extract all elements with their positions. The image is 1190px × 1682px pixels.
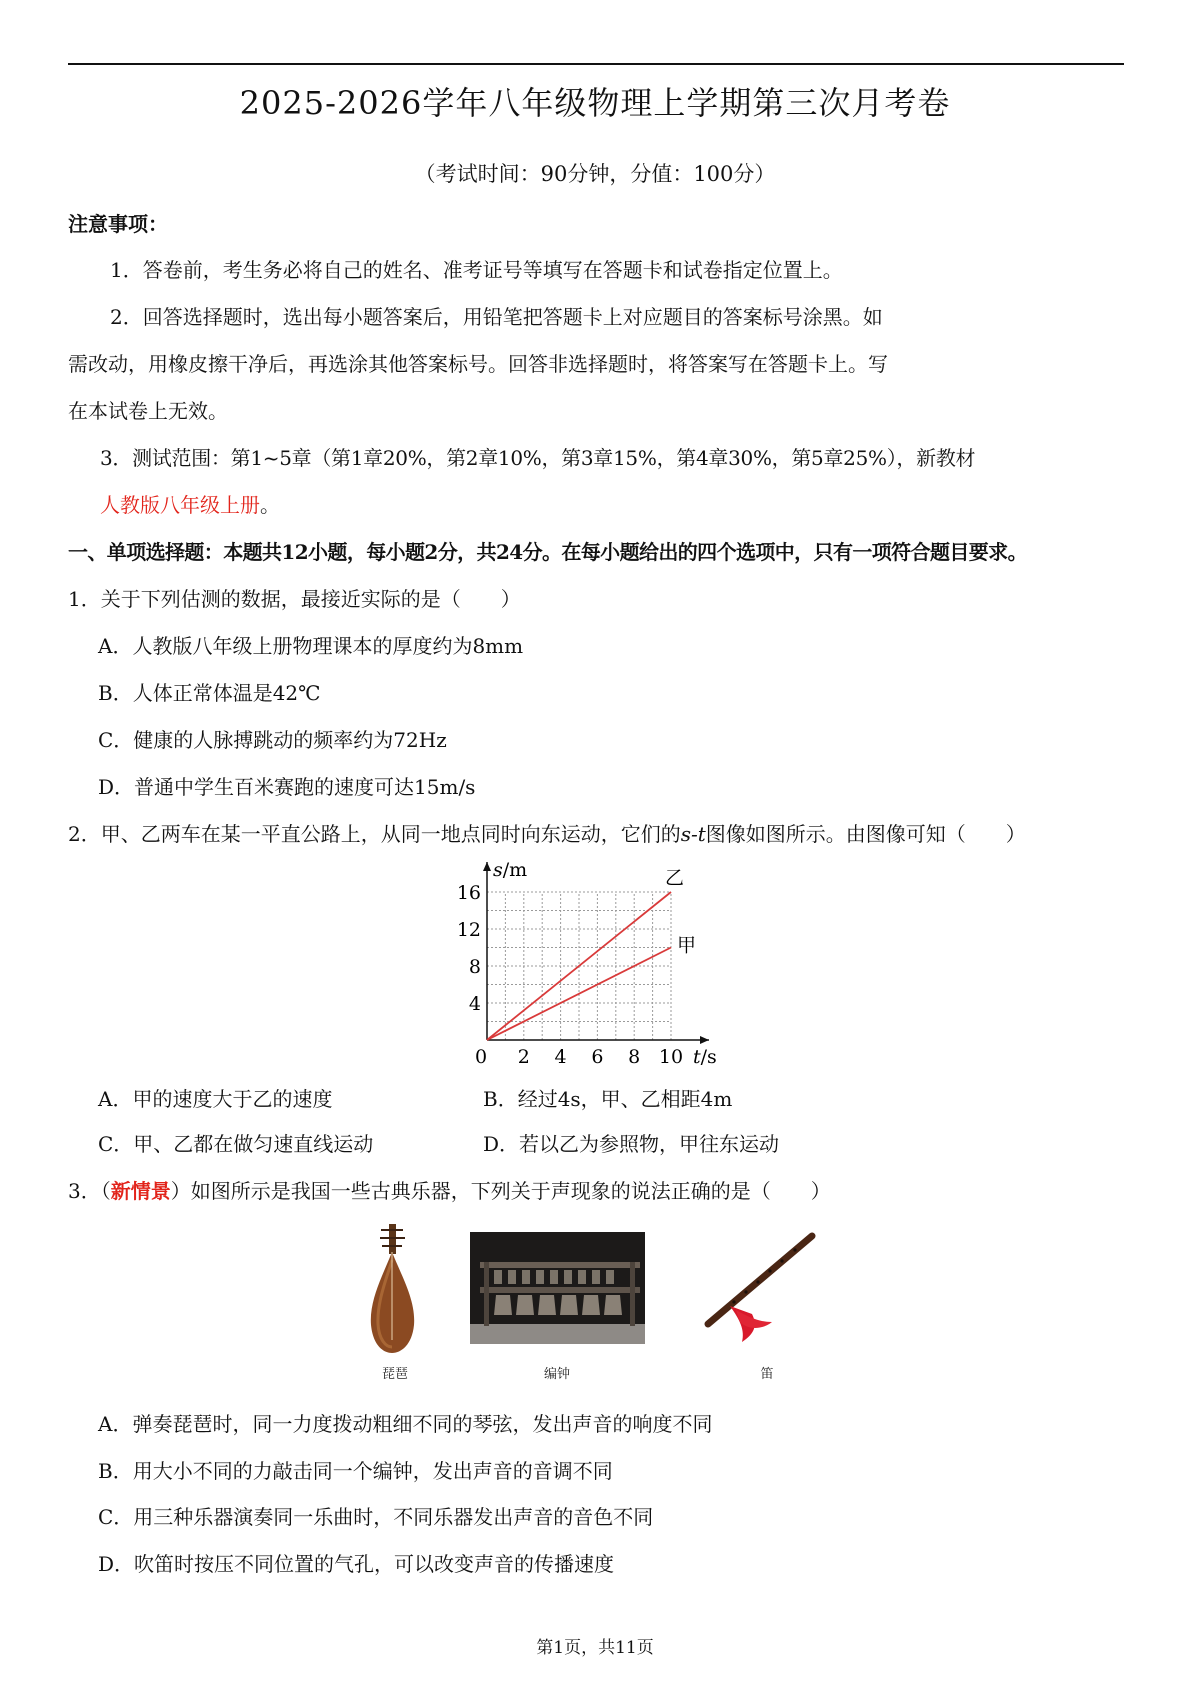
y-tick-label: 8 bbox=[468, 956, 481, 978]
bianzhong-caption: 编钟 bbox=[543, 1367, 570, 1382]
series-label-yi: 乙 bbox=[665, 867, 685, 889]
exam-info: （考试时间：90分钟，分值：100分） bbox=[414, 162, 776, 186]
notice-item-2-line-2: 需改动，用橡皮擦干净后，再选涂其他答案标号。回答非选择题时，将答案写在答题卡上。写 bbox=[68, 352, 888, 376]
notice-item-2-line-3: 在本试卷上无效。 bbox=[68, 399, 228, 423]
notice-item-2-line-1: 2．回答选择题时，选出每小题答案后，用铅笔把答题卡上对应题目的答案标号涂黑。如 bbox=[110, 305, 883, 329]
x-tick-label: 2 bbox=[517, 1046, 530, 1068]
q1-stem: 1．关于下列估测的数据，最接近实际的是（ ） bbox=[68, 587, 521, 611]
y-tick-label: 4 bbox=[468, 993, 481, 1015]
x-tick-label: 8 bbox=[628, 1046, 641, 1068]
series-label-jia: 甲 bbox=[677, 934, 697, 957]
x-tick-label: 4 bbox=[554, 1046, 567, 1068]
q3-option-b: B．用大小不同的力敲击同一个编钟，发出声音的音调不同 bbox=[98, 1459, 613, 1483]
x-tick-label: 6 bbox=[591, 1046, 604, 1068]
origin-label: 0 bbox=[474, 1046, 488, 1068]
q2-option-b: B．经过4s，甲、乙相距4m bbox=[483, 1087, 733, 1111]
y-tick-label: 16 bbox=[456, 882, 481, 904]
notice-item-1: 1．答卷前，考生务必将自己的姓名、准考证号等填写在答题卡和试卷指定位置上。 bbox=[110, 258, 843, 282]
y-axis-arrow bbox=[483, 862, 491, 871]
q3-option-c: C．用三种乐器演奏同一乐曲时，不同乐器发出声音的音色不同 bbox=[98, 1505, 654, 1529]
st-graph bbox=[440, 855, 750, 1070]
x-axis-label: t/s bbox=[693, 1046, 717, 1068]
notice-item-3-line-1: 3．测试范围：第1~5章（第1章20%，第2章10%，第3章15%，第4章30%，第5章25%），新教材 bbox=[100, 446, 976, 470]
q2-stem: 2．甲、乙两车在某一平直公路上，从同一地点同时向东运动，它们的s-t图像如图所示。由图像可知（ ） bbox=[68, 822, 1026, 846]
q3-option-d: D．吹笛时按压不同位置的气孔，可以改变声音的传播速度 bbox=[98, 1552, 615, 1576]
notice-heading: 注意事项： bbox=[68, 212, 168, 236]
pipa-caption: 琵琶 bbox=[381, 1367, 408, 1382]
q3-option-a: A．弹奏琵琶时，同一力度拨动粗细不同的琴弦，发出声音的响度不同 bbox=[98, 1412, 713, 1436]
page-number: 第1页，共11页 bbox=[536, 1638, 654, 1658]
notice-item-3-line-2: 人教版八年级上册。 bbox=[100, 493, 280, 517]
q1-option-a: A．人教版八年级上册物理课本的厚度约为8mm bbox=[98, 634, 524, 658]
q1-option-b: B．人体正常体温是42℃ bbox=[98, 681, 321, 705]
x-axis-arrow bbox=[700, 1036, 709, 1044]
new-scenario-tag: 新情景 bbox=[110, 1179, 171, 1203]
top-rule bbox=[68, 63, 1124, 65]
q1-option-c: C．健康的人脉搏跳动的频率约为72Hz bbox=[98, 728, 447, 752]
di-flute-image bbox=[700, 1230, 825, 1350]
pipa-image bbox=[365, 1220, 420, 1355]
section-1-heading: 一、单项选择题：本题共12小题，每小题2分，共24分。在每小题给出的四个选项中，只有一项符合题目要求。 bbox=[68, 540, 1027, 564]
bianzhong-image bbox=[470, 1232, 645, 1344]
page-title: 2025-2026学年八年级物理上学期第三次月考卷 bbox=[239, 84, 951, 122]
q3-stem: 3．（新情景）如图所示是我国一些古典乐器，下列关于声现象的说法正确的是（ ） bbox=[68, 1179, 831, 1203]
q2-option-d: D．若以乙为参照物，甲往东运动 bbox=[483, 1132, 780, 1156]
q2-option-c: C．甲、乙都在做匀速直线运动 bbox=[98, 1132, 374, 1156]
q1-option-d: D．普通中学生百米赛跑的速度可达15m/s bbox=[98, 775, 476, 799]
y-tick-label: 12 bbox=[456, 919, 481, 941]
y-axis-label: s/m bbox=[493, 859, 528, 881]
q2-option-a: A．甲的速度大于乙的速度 bbox=[98, 1087, 333, 1111]
textbook-edition: 人教版八年级上册 bbox=[100, 493, 260, 517]
di-caption: 笛 bbox=[760, 1367, 774, 1382]
x-tick-label: 10 bbox=[658, 1046, 684, 1068]
